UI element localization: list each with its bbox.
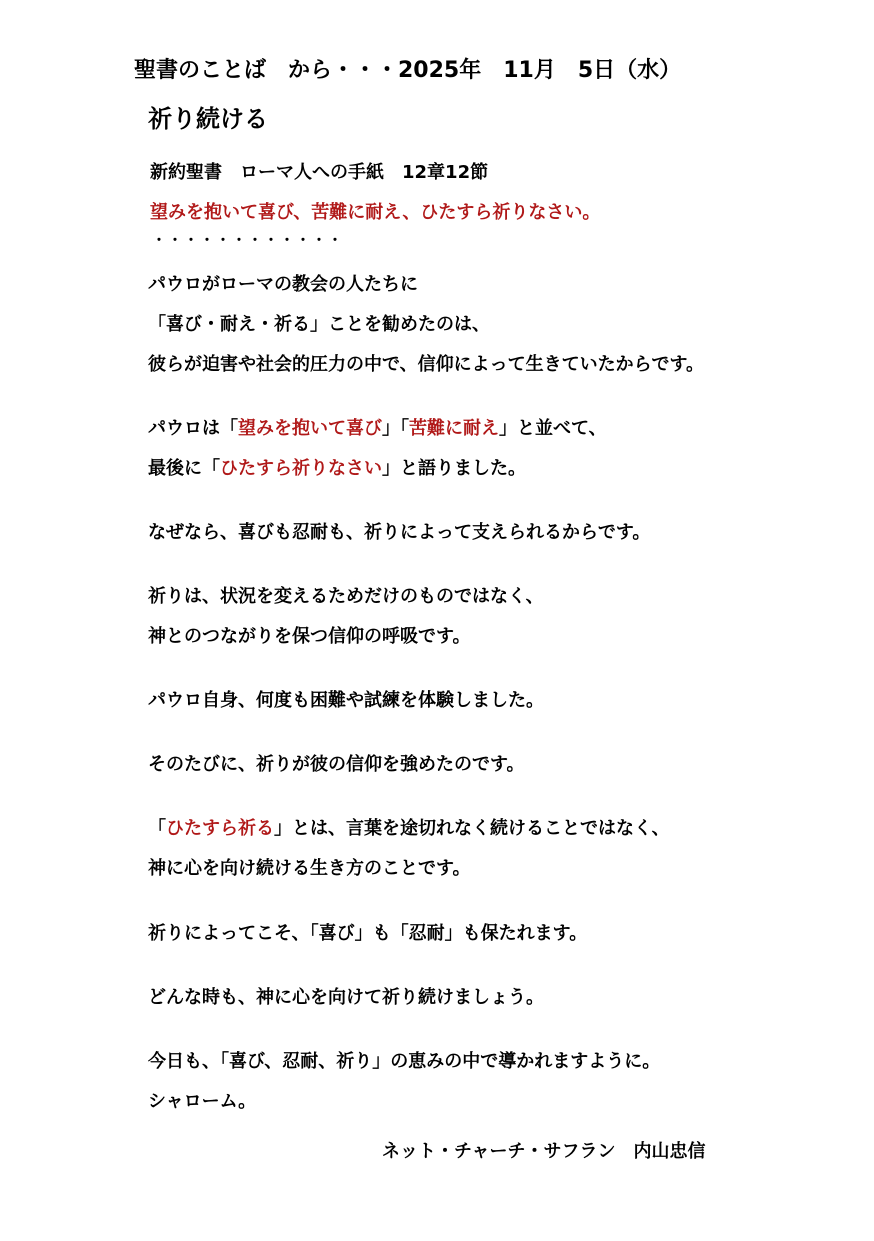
paragraph-9: どんな時も、神に心を向けて祈り続けましょう。: [148, 987, 544, 1008]
paragraph-2-line-1: [148, 410, 607, 448]
paragraph-7-line-2: 神に心を向け続ける生き方のことです。: [148, 858, 471, 879]
paragraph-7-line-1: [148, 810, 670, 848]
paragraph-2-line-2: [148, 450, 526, 488]
paragraph-2-text: パウロは「: [148, 418, 238, 439]
paragraph-2-text: 」「: [382, 418, 409, 439]
paragraph-4-line-2: 神とのつながりを保つ信仰の呼吸です。: [148, 626, 471, 647]
paragraph-7-text: 」とは、言葉を途切れなく続けることではなく、: [274, 818, 670, 839]
paragraph-2-text: 」と語りました。: [382, 458, 526, 479]
highlight-pray-continually: ひたすら祈る: [166, 818, 274, 839]
paragraph-3: なぜなら、喜びも忍耐も、祈りによって支えられるからです。: [148, 522, 651, 543]
highlight-hope-joy: 望みを抱いて喜び: [238, 418, 382, 439]
verse-reference: 新約聖書 ローマ人への手紙 12章12節: [150, 162, 489, 183]
paragraph-1-line-1: パウロがローマの教会の人たちに: [148, 274, 418, 295]
separator-dots: ・・・・・・・・・・・・: [152, 233, 344, 249]
paragraph-1-line-2: 「喜び・耐え・祈る」ことを勧めたのは、: [148, 314, 490, 335]
paragraph-6: そのたびに、祈りが彼の信仰を強めたのです。: [148, 754, 525, 775]
paragraph-4-line-1: 祈りは、状況を変えるためだけのものではなく、: [148, 586, 544, 607]
paragraph-8: 祈りによってこそ、「喜び」も「忍耐」も保たれます。: [148, 923, 588, 944]
paragraph-5: パウロ自身、何度も困難や試練を体験しました。: [148, 690, 544, 711]
highlight-pray: ひたすら祈りなさい: [220, 458, 382, 479]
signature: ネット・チャーチ・サフラン 内山忠信: [382, 1141, 706, 1162]
paragraph-1-line-3: 彼らが迫害や社会的圧力の中で、信仰によって生きていたからです。: [148, 354, 705, 375]
paragraph-2-text: 」と並べて、: [499, 418, 607, 439]
paragraph-10-line-1: 今日も、「喜び、忍耐、祈り」の恵みの中で導かれますように。: [148, 1051, 661, 1072]
paragraph-2-text: 最後に「: [148, 458, 220, 479]
page-header: 聖書のことば から・・・2025年 11月 5日（水）: [134, 58, 682, 83]
paragraph-7-text: 「: [148, 818, 166, 839]
highlight-endure: 苦難に耐え: [409, 418, 499, 439]
verse-text: 望みを抱いて喜び、苦難に耐え、ひたすら祈りなさい。: [150, 202, 601, 223]
page-title: 祈り続ける: [148, 105, 268, 133]
paragraph-10-line-2: シャローム。: [148, 1091, 257, 1112]
